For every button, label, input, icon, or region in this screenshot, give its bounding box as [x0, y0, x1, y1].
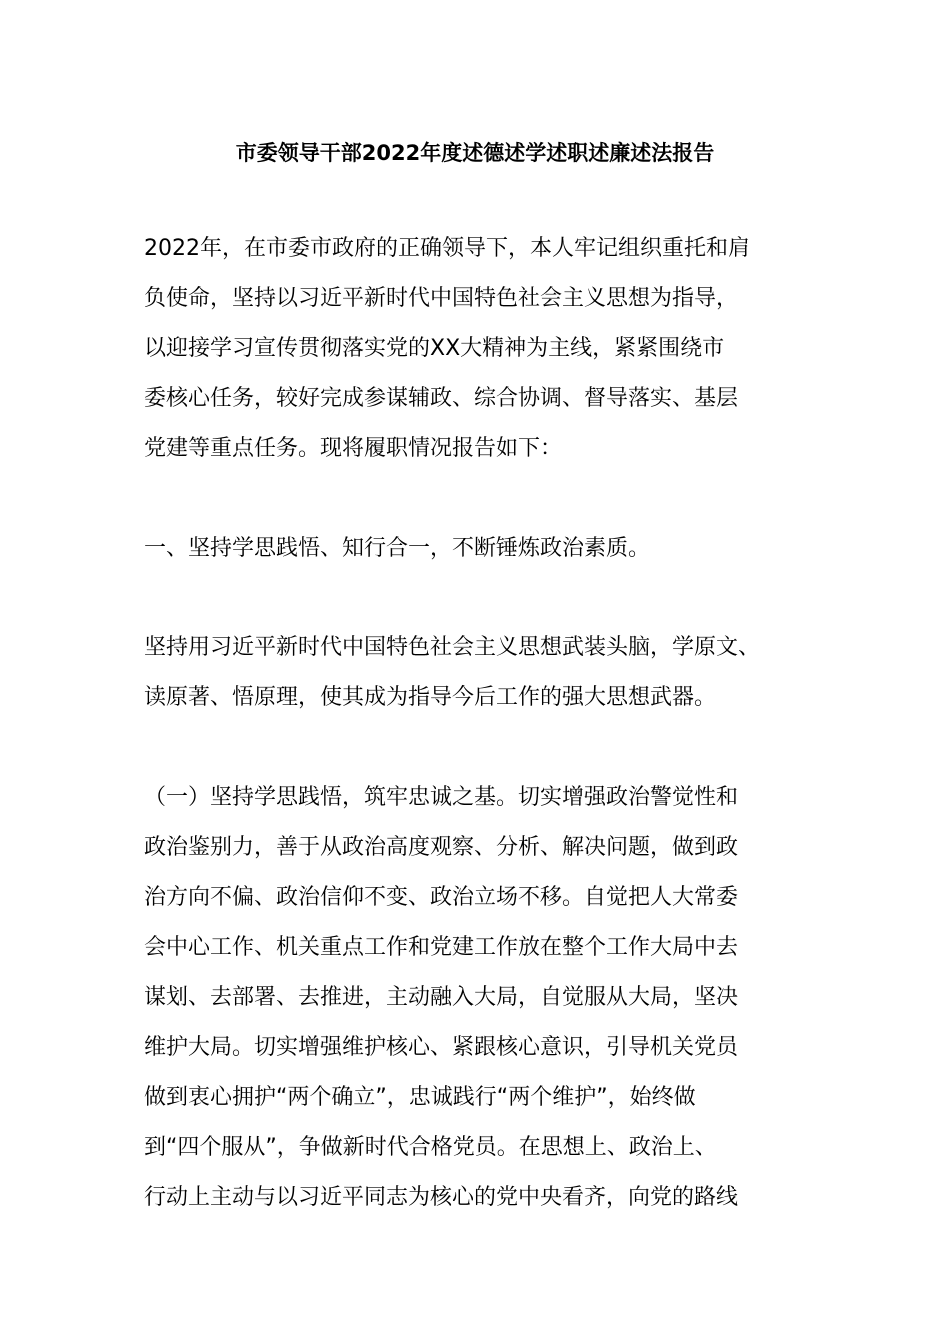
intro-paragraph — [144, 224, 834, 474]
paragraph-line: 治方向不偏、政治信仰不变、政治立场不移。自觉把人大常委 — [144, 885, 739, 910]
paragraph-line: 到“四个服从”，争做新时代合格党员。在思想上、政治上、 — [144, 1135, 717, 1160]
body-paragraph — [144, 623, 834, 723]
paragraph-line: 以迎接学习宣传贯彻落实党的XX大精神为主线，紧紧围绕市 — [144, 336, 725, 361]
paragraph-line: 2022年，在市委市政府的正确领导下，本人牢记组织重托和肩 — [144, 236, 750, 261]
paragraph-line: 读原著、悟原理，使其成为指导今后工作的强大思想武器。 — [144, 685, 717, 710]
paragraph-line: 谋划、去部署、去推进，主动融入大局，自觉服从大局，坚决 — [144, 985, 739, 1010]
paragraph-line: 会中心工作、机关重点工作和党建工作放在整个工作大局中去 — [144, 935, 739, 960]
paragraph-line: 委核心任务，较好完成参谋辅政、综合协调、督导落实、基层 — [144, 386, 739, 411]
paragraph-line: 做到衷心拥护“两个确立”，忠诚践行“两个维护”，始终做 — [144, 1085, 696, 1110]
section-heading-text: 一、坚持学思践悟、知行合一，不断锤炼政治素质。 — [144, 536, 651, 561]
body-paragraph — [144, 773, 834, 1223]
paragraph-line: 行动上主动与以习近平同志为核心的党中央看齐，向党的路线 — [144, 1185, 739, 1210]
paragraph-line: 党建等重点任务。现将履职情况报告如下： — [144, 436, 563, 461]
paragraph-line: （一）坚持学思践悟，筑牢忠诚之基。切实增强政治警觉性和 — [144, 785, 739, 810]
document-title: 市委领导干部2022年度述德述学述职述廉述法报告 — [235, 141, 715, 165]
paragraph-line: 负使命，坚持以习近平新时代中国特色社会主义思想为指导， — [144, 286, 739, 311]
paragraph-line: 坚持用习近平新时代中国特色社会主义思想武装头脑，学原文、 — [144, 635, 761, 660]
paragraph-line: 政治鉴别力，善于从政治高度观察、分析、解决问题，做到政 — [144, 835, 739, 860]
section-heading — [144, 524, 834, 574]
paragraph-line: 维护大局。切实增强维护核心、紧跟核心意识，引导机关党员 — [144, 1035, 739, 1060]
